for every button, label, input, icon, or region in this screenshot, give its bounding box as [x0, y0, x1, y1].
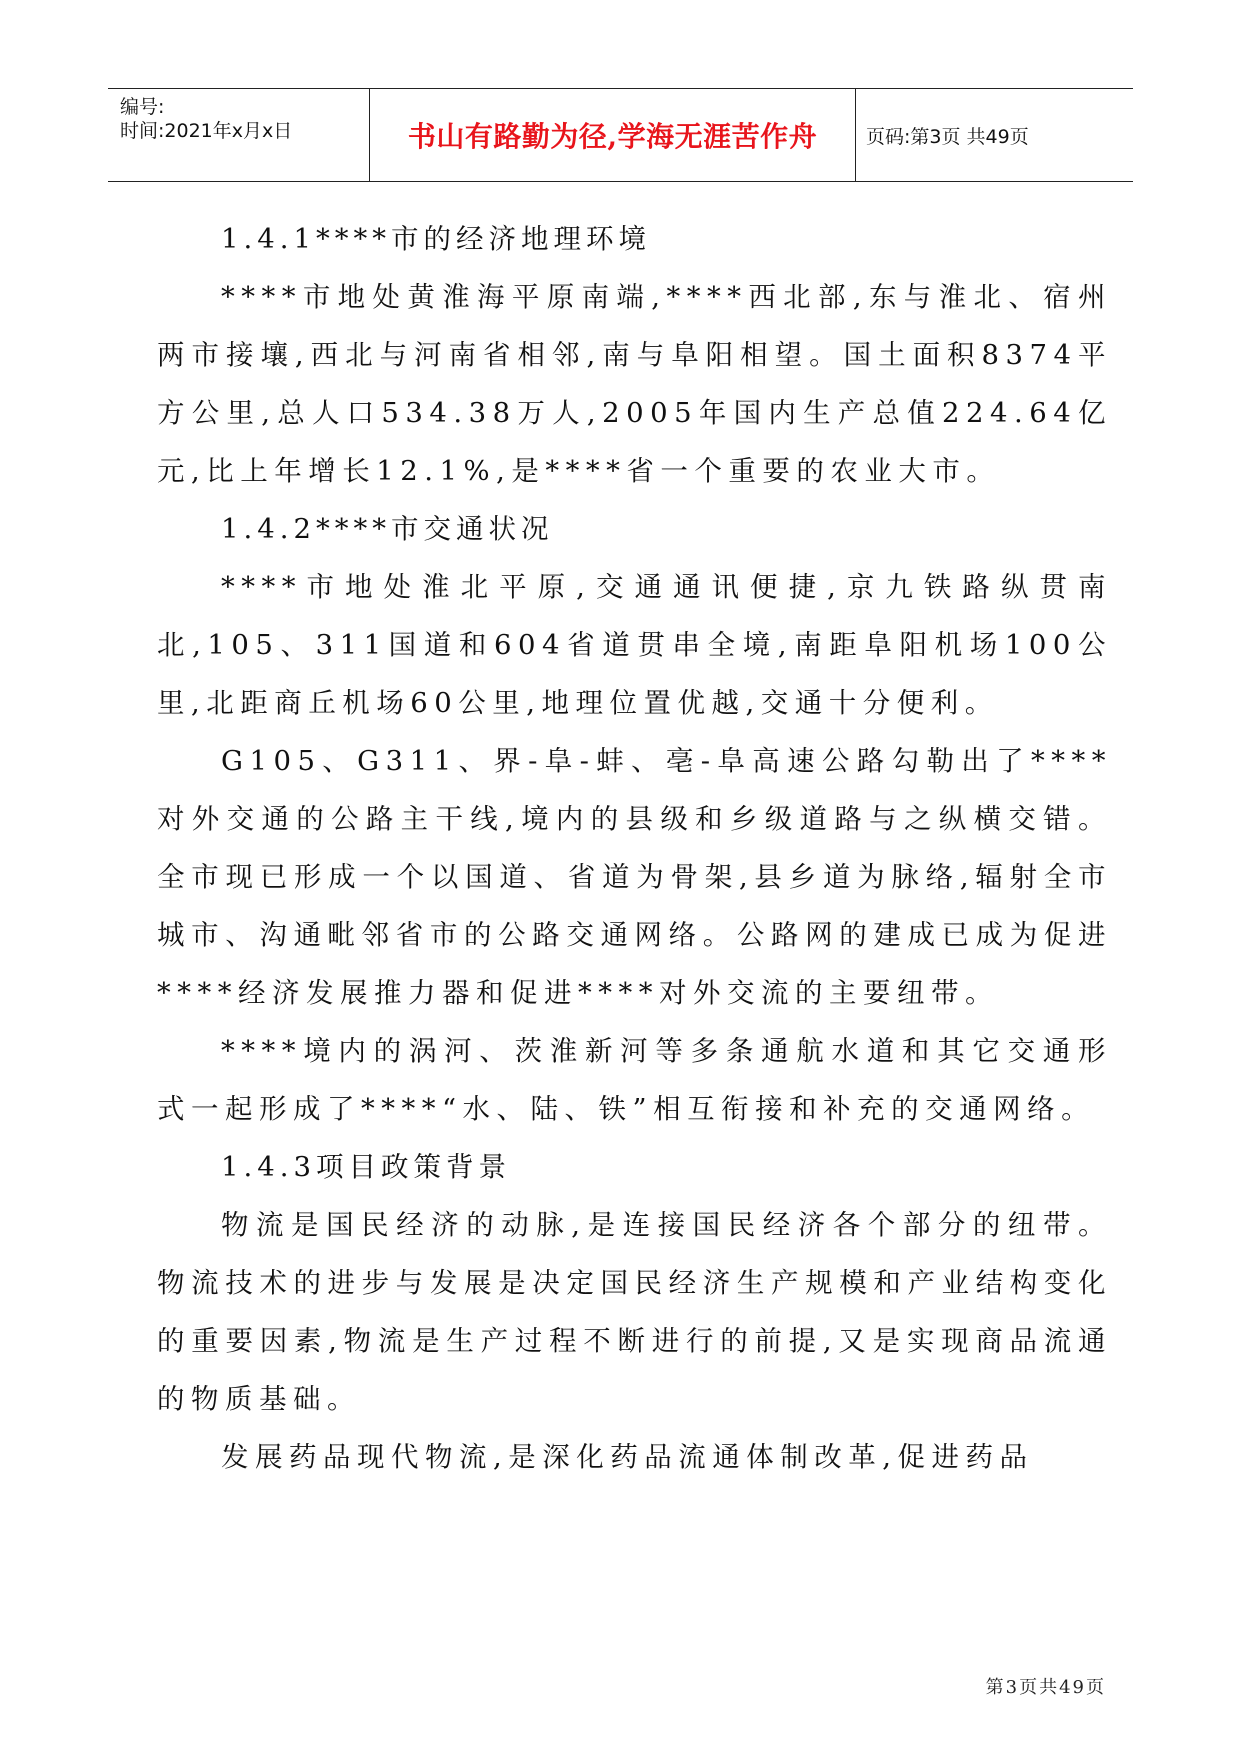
- document-number-label: 编号:: [120, 96, 165, 118]
- document-date: 时间:2021年x月x日: [120, 120, 293, 142]
- paragraph-logistics-importance: 物流是国民经济的动脉,是连接国民经济各个部分的纽带。物流技术的进步与发展是决定国民经济生产规模和产业结构变化的重要因素,物流是生产过程不断进行的前提,又是实现商品流通的物质基础。: [157, 1209, 1112, 1415]
- header-page-number: 页码:第3页 共49页: [866, 125, 1029, 148]
- section-heading-1-4-3: 1.4.3项目政策背景: [221, 1151, 511, 1183]
- header-meta: [108, 89, 370, 181]
- header-page-info: [856, 89, 1133, 181]
- header-motto: 书山有路勤为径,学海无涯苦作舟: [370, 89, 856, 181]
- paragraph-waterways: ****境内的涡河、茨淮新河等多条通航水道和其它交通形式一起形成了****“水、陆、铁”相互衔接和补充的交通网络。: [157, 1035, 1112, 1125]
- paragraph-economic-geography: ****市地处黄淮海平原南端,****西北部,东与淮北、宿州两市接壤,西北与河南省相邻,南与阜阳相望。国土面积8374平方公里,总人口534.38万人,2005年国内生产总值224.64亿元,比上年增长12.1%,是****省一个重要的农业大市。: [157, 281, 1112, 487]
- document-header: [108, 88, 1133, 182]
- page-footer-number: 第3页共49页: [985, 1677, 1106, 1698]
- paragraph-highway-network: G105、G311、界-阜-蚌、亳-阜高速公路勾勒出了****对外交通的公路主干线,境内的县级和乡级道路与之纵横交错。全市现已形成一个以国道、省道为骨架,县乡道为脉络,辐射全市城市、沟通毗邻省市的公路交通网络。公路网的建成已成为促进****经济发展推力器和促进****对外交流的主要纽带。: [157, 745, 1112, 1009]
- paragraph-pharma-logistics: 发展药品现代物流,是深化药品流通体制改革,促进药品: [221, 1441, 1034, 1473]
- paragraph-transport-overview: ****市地处淮北平原,交通通讯便捷,京九铁路纵贯南北,105、311国道和604省道贯串全境,南距阜阳机场100公里,北距商丘机场60公里,地理位置优越,交通十分便利。: [157, 571, 1112, 719]
- document-body: [157, 210, 1112, 1486]
- section-heading-1-4-1: 1.4.1****市的经济地理环境: [221, 223, 651, 255]
- section-heading-1-4-2: 1.4.2****市交通状况: [221, 513, 554, 545]
